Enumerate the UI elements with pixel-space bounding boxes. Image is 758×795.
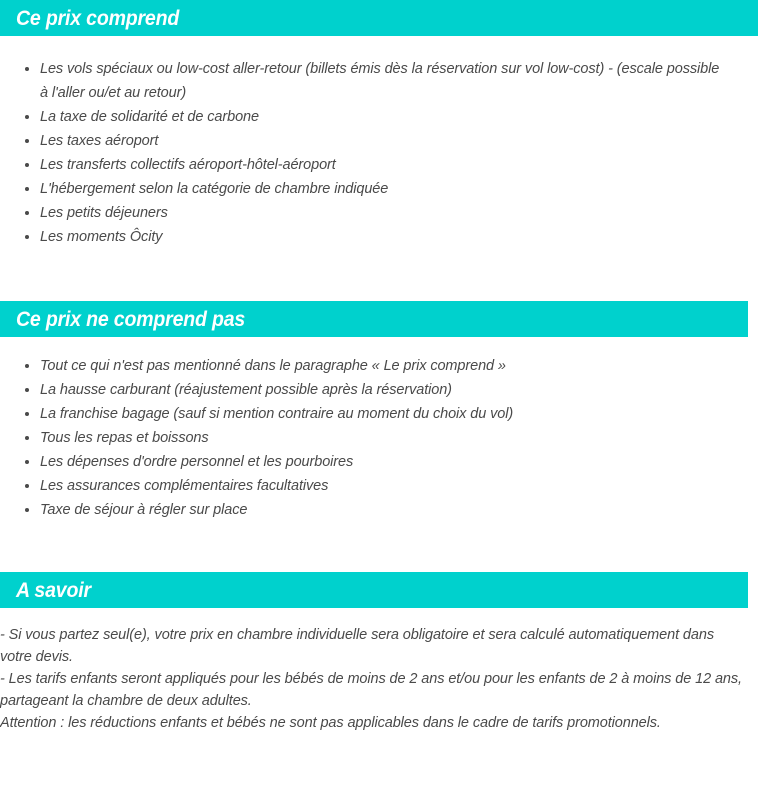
list-item: L'hébergement selon la catégorie de chambre indiquée <box>0 177 758 201</box>
excluded-items-list <box>0 354 758 522</box>
list-item: Les transferts collectifs aéroport-hôtel-aéroport <box>0 153 758 177</box>
list-item: Les moments Ôcity <box>0 225 758 249</box>
list-item: Les taxes aéroport <box>0 129 758 153</box>
list-item: Les assurances complémentaires facultatives <box>0 474 758 498</box>
list-item: Les dépenses d'ordre personnel et les pourboires <box>0 450 758 474</box>
included-items-list <box>0 57 758 249</box>
list-item: Les petits déjeuners <box>0 201 758 225</box>
section-spacer <box>0 522 758 572</box>
list-item: Taxe de séjour à régler sur place <box>0 498 758 522</box>
section-title-excluded: Ce prix ne comprend pas <box>16 307 246 331</box>
list-item: Les vols spéciaux ou low-cost aller-retour (billets émis dès la réservation sur vol low-cost) - (escale possible à l'aller ou/et au retour) <box>0 57 758 105</box>
list-item: La taxe de solidarité et de carbone <box>0 105 758 129</box>
section-spacer <box>0 249 758 301</box>
section-header-excluded <box>0 301 748 337</box>
note-paragraph: Attention : les réductions enfants et bébés ne sont pas applicables dans le cadre de tarifs promotionnels. <box>0 715 661 731</box>
section-title-good-to-know: A savoir <box>16 578 91 602</box>
section-title-included: Ce prix comprend <box>16 6 180 30</box>
list-item: La franchise bagage (sauf si mention contraire au moment du choix du vol) <box>0 402 758 426</box>
note-paragraph: - Les tarifs enfants seront appliqués pour les bébés de moins de 2 ans et/ou pour les enfants de 2 à moins de 12 ans, partageant la chambre de deux adultes. <box>0 671 742 709</box>
list-item: Tous les repas et boissons <box>0 426 758 450</box>
section-header-good-to-know <box>0 572 748 608</box>
list-item: La hausse carburant (réajustement possible après la réservation) <box>0 378 758 402</box>
good-to-know-notes <box>0 624 758 734</box>
note-paragraph: - Si vous partez seul(e), votre prix en chambre individuelle sera obligatoire et sera calculé automatiquement dans votre devis. <box>0 627 714 665</box>
section-header-included <box>0 0 758 36</box>
list-item: Tout ce qui n'est pas mentionné dans le paragraphe « Le prix comprend » <box>0 354 758 378</box>
